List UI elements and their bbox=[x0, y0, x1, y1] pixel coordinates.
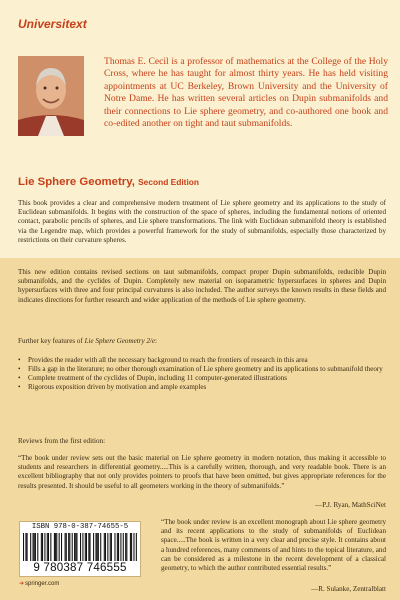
barcode-bar bbox=[75, 533, 76, 561]
features-intro-prefix: Further key features of bbox=[18, 337, 85, 345]
arrow-icon: ➜ bbox=[19, 581, 25, 587]
publisher-url-text: springer.com bbox=[25, 581, 60, 587]
barcode-bar bbox=[85, 533, 86, 561]
barcode-bar bbox=[111, 533, 112, 561]
isbn-label: ISBN 978-0-387-74655-5 bbox=[31, 523, 129, 531]
barcode-bar bbox=[104, 533, 105, 561]
list-item: • Rigorous exposition driven by motivation and ample examples bbox=[18, 383, 386, 392]
barcode-bar bbox=[50, 533, 51, 561]
barcode-bar bbox=[126, 533, 127, 561]
author-photo bbox=[18, 56, 84, 136]
barcode-bar bbox=[47, 533, 48, 561]
barcode-bar bbox=[37, 533, 38, 561]
barcode-bar bbox=[90, 533, 91, 561]
barcode-bars-icon bbox=[23, 533, 137, 561]
barcode-bar bbox=[125, 533, 126, 561]
book-title-text: Lie Sphere Geometry, bbox=[18, 176, 135, 188]
book-title bbox=[18, 176, 199, 188]
barcode-bar bbox=[131, 533, 132, 561]
review-quote-2: “The book under review is an excellent monograph about Lie sphere geometry and its recent applications to the study of submanifolds of Euclidean space.....The book is written in a very clear and precise style. It contains about a hundred references, many comments of and hints to the topical literature, and can be considered as a milestone in the recent development of a classical geometry, to which the author contributed essential results.” bbox=[161, 518, 386, 573]
barcode-bar bbox=[33, 533, 34, 561]
barcode-bar bbox=[44, 533, 45, 561]
barcode-bar bbox=[88, 533, 89, 561]
barcode-bar bbox=[30, 533, 31, 561]
features-intro bbox=[18, 337, 157, 345]
barcode-bar bbox=[117, 533, 118, 561]
barcode-bar bbox=[114, 533, 115, 561]
barcode-bar bbox=[66, 533, 67, 561]
barcode-bar bbox=[76, 533, 77, 561]
barcode-bar bbox=[120, 533, 121, 561]
barcode-bar bbox=[42, 533, 43, 561]
author-bio: Thomas E. Cecil is a professor of mathematics at the College of the Holy Cross, where he has taught for almost thirty years. He has held visiting appointments at UC Berkeley, Brown University and the University of Notre Dame. He has written several articles on Dupin submanifolds and their connections to Lie sphere geometry, and co-authored one book and co-edited another on tight and taut submanifolds. bbox=[104, 56, 388, 130]
list-item: • Fills a gap in the literature; no other thorough examination of Lie sphere geometry and its applications to submanifold theory bbox=[18, 365, 386, 374]
barcode-bar bbox=[54, 533, 55, 561]
barcode-bar bbox=[61, 533, 62, 561]
barcode-bar bbox=[69, 533, 70, 561]
edition-label: Second Edition bbox=[138, 177, 200, 187]
review-quote-1: “The book under review sets out the basic material on Lie sphere geometry in modern notation, thus making it accessible to students and researchers in differential geometry.....This is a carefully written, thorough, and very readable book. There is an excellent bibliography that not only provides pointers to proofs that have been omitted, but gives appropriate references for the results presented. It should be useful to all geometers working in the theory of submanifolds.” bbox=[18, 454, 386, 490]
barcode-bar bbox=[55, 533, 56, 561]
barcode-bar bbox=[56, 533, 57, 561]
barcode-bar bbox=[34, 533, 35, 561]
review-author-2: —R. Sulanke, Zentralblatt bbox=[311, 585, 386, 593]
barcode-bar bbox=[72, 533, 73, 561]
features-intro-suffix: : bbox=[155, 337, 158, 345]
barcode-bar bbox=[23, 533, 24, 561]
barcode-bar bbox=[97, 533, 98, 561]
barcode-bar bbox=[86, 533, 87, 561]
barcode-number: 9 780387 746555 bbox=[33, 561, 127, 574]
author-portrait-icon bbox=[18, 56, 84, 136]
barcode-bar bbox=[27, 533, 28, 561]
barcode-bar bbox=[95, 533, 96, 561]
features-intro-title: Lie Sphere Geometry 2/e bbox=[84, 337, 156, 345]
barcode-bar bbox=[136, 533, 137, 561]
features-list bbox=[18, 356, 386, 392]
barcode-bar bbox=[48, 533, 49, 561]
review-author-1: —P.J. Ryan, MathSciNet bbox=[315, 501, 386, 509]
list-item: • Complete treatment of the cyclides of Dupin, including 11 computer-generated illustrations bbox=[18, 374, 386, 383]
barcode-bar bbox=[82, 533, 83, 561]
reviews-intro: Reviews from the first edition: bbox=[18, 437, 106, 445]
series-name: Universitext bbox=[18, 17, 87, 31]
barcode-bar bbox=[41, 533, 42, 561]
barcode-bar bbox=[25, 533, 26, 561]
barcode-bar bbox=[123, 533, 124, 561]
barcode-bar bbox=[130, 533, 131, 561]
barcode-bar bbox=[105, 533, 106, 561]
description-paragraph-2: This new edition contains revised sections on taut submanifolds, compact proper Dupin submanifolds, reducible Dupin submanifolds, and the cyclides of Dupin. Completely new material on isoparametric hypersurfaces in spheres and Dupin hypersurfaces with three and four principal curvatures is also included. The author surveys the known results in these fields and indicates directions for further research and wider application of the methods of Lie sphere geometry. bbox=[18, 268, 386, 304]
barcode-bar bbox=[133, 533, 134, 561]
barcode-bar bbox=[93, 533, 94, 561]
list-item: • Provides the reader with all the necessary background to reach the frontiers of research in this area bbox=[18, 356, 386, 365]
barcode-bar bbox=[107, 533, 108, 561]
barcode-bar bbox=[98, 533, 99, 561]
barcode-bar bbox=[59, 533, 60, 561]
barcode-bar bbox=[118, 533, 119, 561]
barcode-bar bbox=[65, 533, 66, 561]
publisher-url bbox=[19, 580, 59, 587]
barcode-bar bbox=[100, 533, 101, 561]
description-paragraph-1: This book provides a clear and comprehensive modern treatment of Lie sphere geometry and its applications to the study of Euclidean submanifolds. It begins with the construction of the space of spheres, including the fundamental notions of oriented contact, parabolic pencils of spheres, and Lie sphere transformations. The link with Euclidean submanifold theory is established via the Legendre map, which provides a powerful framework for the study of submanifolds, especially those characterized by restrictions on their curvature spheres. bbox=[18, 199, 386, 244]
barcode bbox=[19, 521, 141, 577]
barcode-bar bbox=[74, 533, 75, 561]
barcode-bar bbox=[68, 533, 69, 561]
barcode-bar bbox=[110, 533, 111, 561]
barcode-bar bbox=[80, 533, 81, 561]
barcode-bar bbox=[35, 533, 36, 561]
